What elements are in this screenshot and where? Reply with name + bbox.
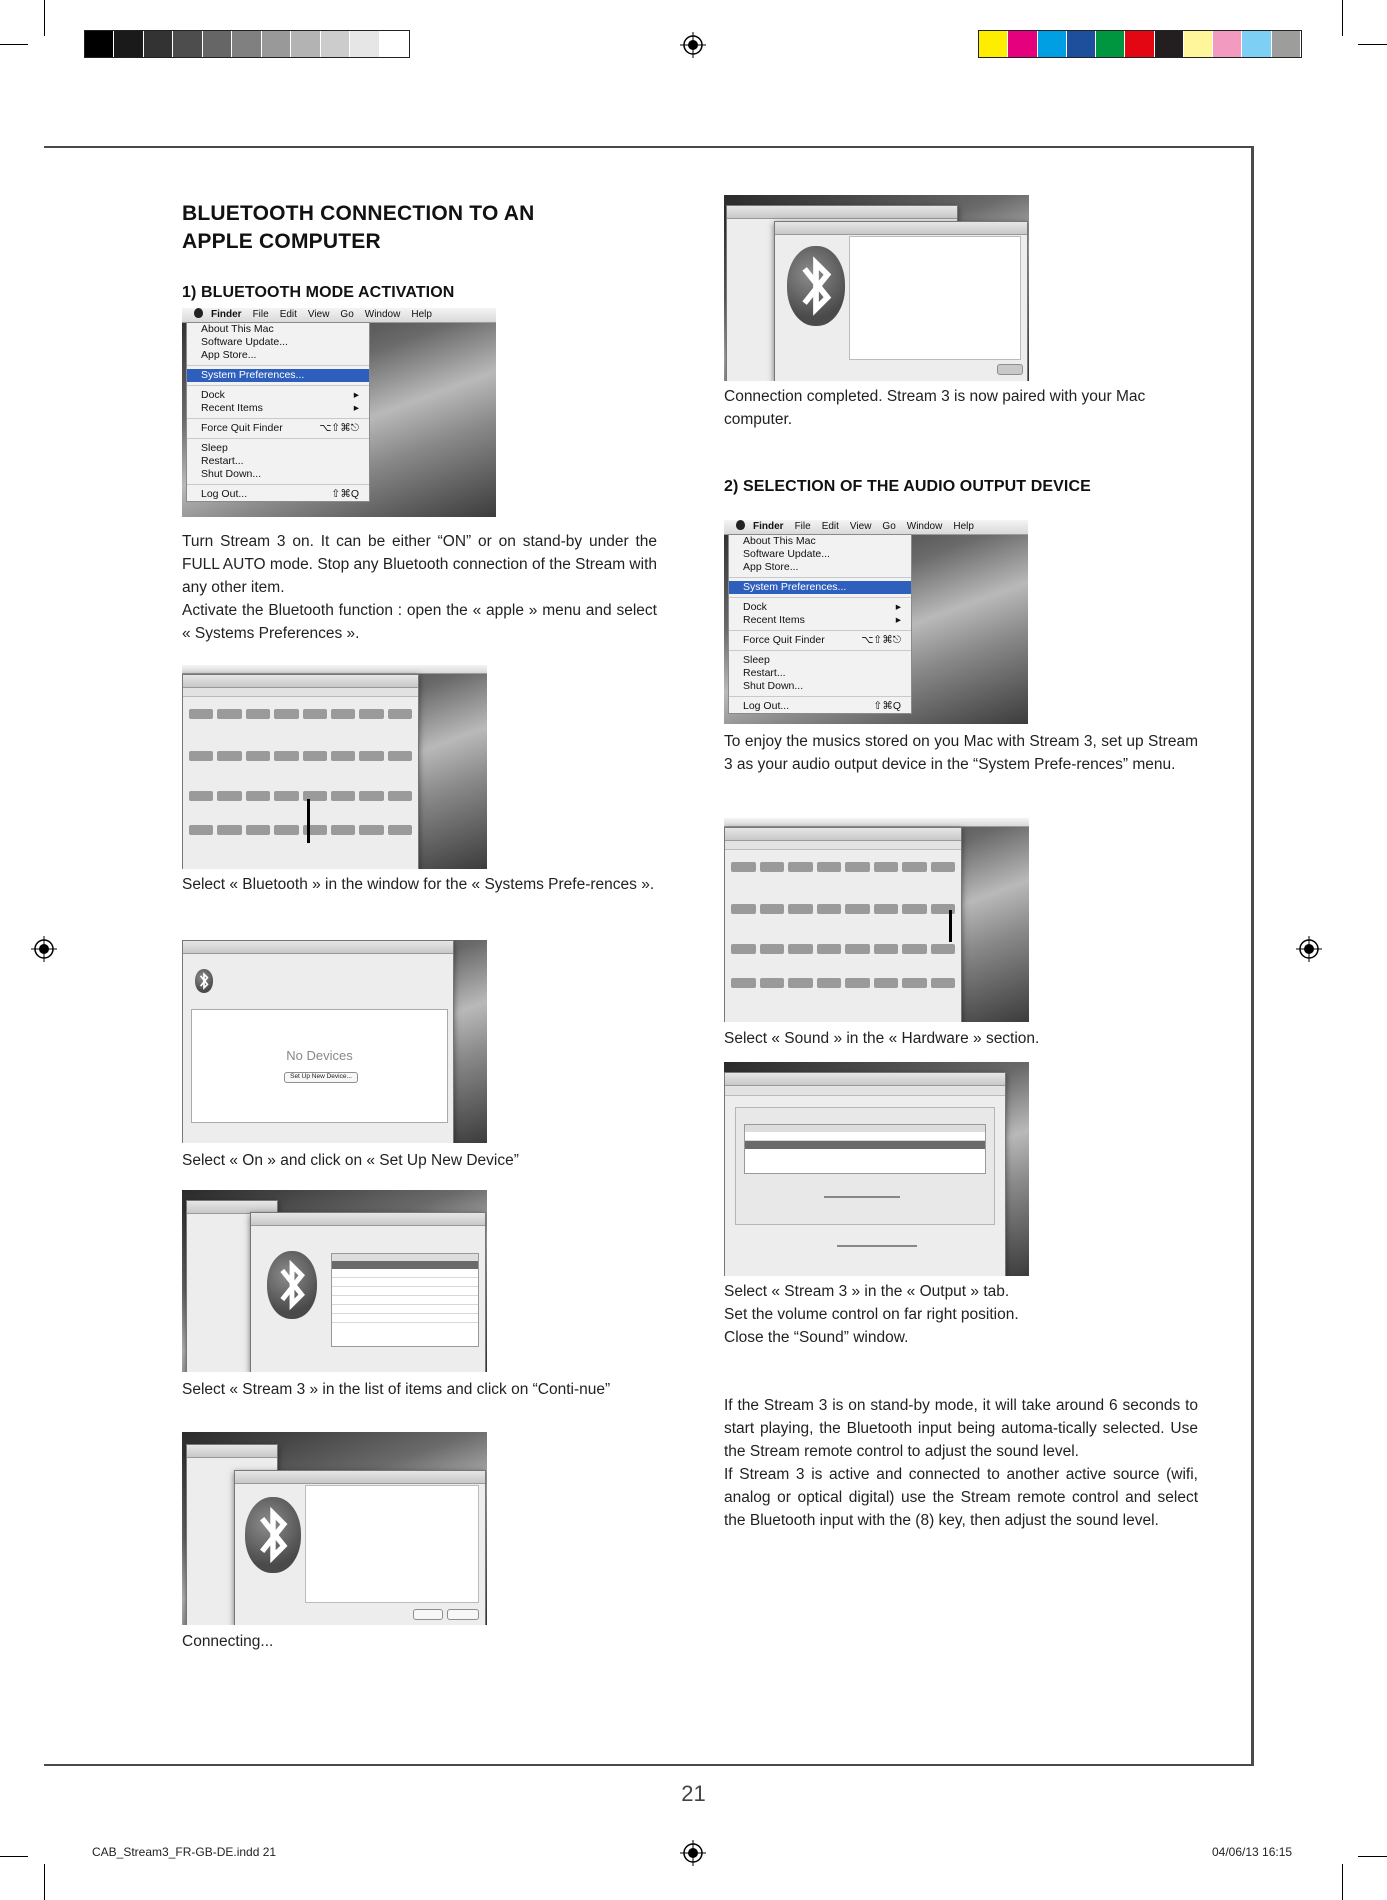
preference-icons-system: [189, 825, 412, 835]
color-swatch: [232, 31, 261, 57]
menubar-item: Window: [364, 309, 401, 320]
color-swatch: [114, 31, 143, 57]
menu-separator: [187, 385, 369, 386]
menu-item-label: Shut Down...: [201, 468, 262, 480]
continue-button[interactable]: [447, 1609, 479, 1620]
menubar-item: Edit: [279, 309, 297, 320]
preference-icons-personal: [189, 709, 412, 719]
menubar-item: Finder: [211, 309, 242, 320]
go-back-button[interactable]: [413, 1609, 443, 1620]
menu-item[interactable]: [187, 488, 369, 501]
menu-item-label: Dock: [743, 601, 767, 613]
left-column: [182, 200, 657, 302]
setup-assistant-window: [250, 1212, 486, 1372]
process-color-bar: [978, 30, 1302, 58]
menu-item-label: App Store...: [201, 349, 257, 361]
mac-menubar: [724, 818, 1029, 827]
devices-list: [191, 1009, 448, 1123]
bluetooth-window: [182, 940, 454, 1143]
menu-item[interactable]: [187, 402, 369, 415]
page-frame-right: [1251, 146, 1254, 1766]
color-swatch: [321, 31, 350, 57]
menu-item[interactable]: [187, 422, 369, 435]
title-line-2: APPLE COMPUTER: [182, 230, 381, 253]
menu-item-label: Log Out...: [201, 488, 248, 500]
menu-item[interactable]: [187, 323, 369, 336]
color-swatch: [1242, 31, 1271, 57]
preference-icons-internet: [189, 791, 412, 801]
menu-item-shortcut: ⌥⇧⌘⎋: [319, 422, 359, 434]
section-heading-audio-output: 2) SELECTION OF THE AUDIO OUTPUT DEVICE: [724, 478, 1091, 495]
menu-item-shortcut: ▸: [353, 402, 359, 414]
menu-item-label: Software Update...: [201, 336, 288, 348]
left-caption-5: [182, 1630, 657, 1653]
menu-item[interactable]: [729, 535, 911, 548]
menu-separator: [187, 418, 369, 419]
instruction-paragraph: Turn Stream 3 on. It can be either “ON” or on stand-by under the FULL AUTO mode. Stop any Bluetooth connection of the Stream with any other item.: [182, 533, 657, 596]
menu-item[interactable]: [187, 349, 369, 362]
menu-item-shortcut: ⇧⌘Q: [331, 488, 359, 500]
color-swatch: [1096, 31, 1125, 57]
color-swatch: [979, 31, 1008, 57]
caption: Select « Bluetooth » in the window for the « Systems Prefe-rences ».: [182, 876, 655, 893]
page-title: [182, 200, 657, 256]
color-swatch: [1038, 31, 1067, 57]
menu-item-shortcut: ⌥⇧⌘⎋: [861, 634, 901, 646]
screenshot-connection-completed: [724, 195, 1029, 381]
color-swatch: [1184, 31, 1213, 57]
menu-item[interactable]: [729, 548, 911, 561]
connecting-panel: [305, 1485, 479, 1603]
menubar-item: Help: [953, 521, 974, 532]
crop-mark: [1358, 1856, 1387, 1857]
caption-line: Close the “Sound” window.: [724, 1329, 909, 1346]
color-swatch: [144, 31, 173, 57]
menubar-item: View: [307, 309, 330, 320]
menu-separator: [729, 577, 911, 578]
color-swatch: [1213, 31, 1242, 57]
crop-mark: [44, 0, 45, 36]
standby-paragraph: If the Stream 3 is on stand-by mode, it will take around 6 seconds to start playing, the Bluetooth input being automa-tically selected. Use the Stream remote control to adjust the sound level.: [724, 1397, 1198, 1460]
device-list: [331, 1253, 479, 1347]
menu-item-label: System Preferences...: [743, 581, 847, 593]
window-titlebar: [183, 941, 453, 954]
menu-separator: [729, 650, 911, 651]
bluetooth-large-icon: [245, 1497, 301, 1573]
color-swatch: [1272, 31, 1301, 57]
system-preferences-window: [724, 827, 962, 1022]
footer-filename: CAB_Stream3_FR-GB-DE.indd 21: [92, 1845, 277, 1859]
color-swatch: [350, 31, 379, 57]
set-up-new-device-button[interactable]: Set Up New Device...: [284, 1072, 358, 1083]
arrow-pointer-sound: [949, 910, 952, 942]
menubar-item: Go: [340, 309, 354, 320]
menu-item[interactable]: [729, 581, 911, 594]
preference-icons-hardware: [189, 751, 412, 761]
balance-slider[interactable]: [824, 1196, 900, 1198]
menu-separator: [729, 630, 911, 631]
setup-assistant-window: [774, 221, 1028, 381]
menu-item-label: Restart...: [201, 455, 244, 467]
color-swatch: [1008, 31, 1037, 57]
crop-mark: [0, 1856, 28, 1857]
menubar-item: View: [849, 521, 872, 532]
bluetooth-icon: [195, 969, 213, 993]
menu-separator: [187, 438, 369, 439]
page-number: 21: [681, 1781, 706, 1806]
right-caption-2: [724, 730, 1198, 776]
caption-line: Select « Stream 3 » in the « Output » tab.: [724, 1283, 1010, 1300]
menu-item[interactable]: [729, 700, 911, 713]
color-swatch: [291, 31, 320, 57]
menu-item-label: Recent Items: [743, 614, 805, 626]
crop-mark: [1342, 0, 1343, 36]
menu-separator: [729, 696, 911, 697]
caption: Connection completed. Stream 3 is now paired with your Mac computer.: [724, 388, 1146, 428]
system-preferences-window: [182, 674, 419, 869]
menu-item-shortcut: ▸: [353, 389, 359, 401]
crop-mark: [0, 44, 28, 45]
color-swatch: [85, 31, 114, 57]
color-swatch: [262, 31, 291, 57]
grayscale-color-bar: [84, 30, 410, 58]
no-devices-label: No Devices: [286, 1048, 353, 1063]
menu-item-label: Log Out...: [743, 700, 790, 712]
menu-item-label: Force Quit Finder: [743, 634, 825, 646]
menu-item[interactable]: [729, 654, 911, 667]
right-caption-1: [724, 385, 1198, 431]
screenshot-system-preferences: [182, 665, 487, 869]
menu-item-label: About This Mac: [201, 323, 274, 335]
menu-item[interactable]: [187, 389, 369, 402]
arrow-pointer-bluetooth: [307, 799, 310, 843]
crop-mark: [1358, 44, 1387, 45]
screenshot-setup-assistant-list: [182, 1190, 487, 1372]
output-tab-panel: [735, 1107, 995, 1225]
menu-item-label: Recent Items: [201, 402, 263, 414]
screenshot-apple-menu-2: [724, 520, 1028, 724]
menu-item-label: System Preferences...: [201, 369, 305, 381]
mac-menubar: [182, 665, 487, 674]
caption: To enjoy the musics stored on you Mac with Stream 3, set up Stream 3 as your audio output device in the “System Prefe-rences” menu.: [724, 733, 1198, 773]
right-caption-4: [724, 1280, 1198, 1349]
setup-assistant-window: [234, 1470, 486, 1625]
title-line-1: BLUETOOTH CONNECTION TO AN: [182, 202, 535, 225]
menu-item-shortcut: ▸: [895, 601, 901, 613]
crop-mark: [44, 1864, 45, 1900]
section-heading-bluetooth-activation: 1) BLUETOOTH MODE ACTIVATION: [182, 284, 455, 301]
output-volume-slider[interactable]: [837, 1245, 917, 1247]
menu-item[interactable]: [187, 369, 369, 382]
menu-item[interactable]: [729, 667, 911, 680]
menu-item[interactable]: [187, 336, 369, 349]
window-titlebar: [183, 675, 418, 688]
registration-mark-icon: [1296, 936, 1322, 962]
color-swatch: [380, 31, 409, 57]
menu-item-label: Force Quit Finder: [201, 422, 283, 434]
page-frame-top: [44, 146, 1254, 148]
menu-item[interactable]: [729, 614, 911, 627]
menu-separator: [187, 484, 369, 485]
mac-menubar: [182, 308, 496, 323]
selected-device-row[interactable]: [745, 1141, 985, 1149]
menu-item[interactable]: [729, 561, 911, 574]
menu-item[interactable]: [187, 455, 369, 468]
menu-item-label: Dock: [201, 389, 225, 401]
left-caption-4: [182, 1378, 657, 1401]
sound-window: [724, 1072, 1006, 1276]
color-swatch: [203, 31, 232, 57]
caption: Select « Sound » in the « Hardware » section.: [724, 1030, 1040, 1047]
screenshot-bluetooth-preferences: [182, 940, 487, 1143]
registration-mark-icon: [680, 1840, 706, 1866]
bluetooth-large-icon: [787, 246, 845, 326]
menu-item-shortcut: ⇧⌘Q: [873, 700, 901, 712]
menu-item-label: About This Mac: [743, 535, 816, 547]
registration-mark-icon: [680, 32, 706, 58]
menubar-item: Finder: [753, 521, 784, 532]
menu-separator: [187, 365, 369, 366]
screenshot-apple-menu: [182, 308, 496, 517]
menu-item[interactable]: [729, 601, 911, 614]
menu-item-label: App Store...: [743, 561, 799, 573]
screenshot-connecting: [182, 1432, 487, 1625]
menubar-item: Window: [906, 521, 943, 532]
page-frame-bottom: [44, 1764, 1254, 1766]
menu-item-label: Sleep: [743, 654, 770, 666]
menubar-item: File: [252, 309, 269, 320]
left-text-block-1: [182, 530, 657, 645]
color-swatch: [173, 31, 202, 57]
color-swatch: [1125, 31, 1154, 57]
menu-item[interactable]: [729, 680, 911, 693]
menubar-item: File: [794, 521, 811, 532]
right-caption-3: [724, 1027, 1198, 1050]
left-caption-2: [182, 873, 657, 896]
menu-item[interactable]: [187, 468, 369, 481]
color-swatch: [1067, 31, 1096, 57]
apple-menu-dropdown: [728, 534, 912, 714]
caption-line: Set the volume control on far right position.: [724, 1306, 1019, 1323]
menubar-item: Edit: [821, 521, 839, 532]
left-caption-3: [182, 1149, 657, 1172]
menu-item-label: Shut Down...: [743, 680, 804, 692]
output-device-list: [744, 1124, 986, 1174]
caption: Select « On » and click on « Set Up New Device”: [182, 1152, 519, 1169]
menubar-item: Help: [411, 309, 432, 320]
caption: Select « Stream 3 » in the list of items and click on “Conti-nue”: [182, 1381, 611, 1398]
active-paragraph: If Stream 3 is active and connected to another active source (wifi, analog or optical digital) use the Stream remote control and select the Bluetooth input with the (8) key, then adjust the sound level.: [724, 1466, 1198, 1529]
menu-item-label: Restart...: [743, 667, 786, 679]
screenshot-sound-output: [724, 1062, 1029, 1276]
footer-date: 04/06/13 16:15: [1212, 1845, 1293, 1859]
menu-item[interactable]: [187, 442, 369, 455]
caption: Connecting...: [182, 1633, 274, 1650]
right-paragraphs: [724, 1394, 1198, 1532]
registration-mark-icon: [31, 936, 57, 962]
window-toolbar: [183, 688, 418, 697]
right-section-2: [724, 478, 1198, 496]
menu-separator: [729, 597, 911, 598]
bluetooth-large-icon: [267, 1251, 317, 1319]
menu-item[interactable]: [729, 634, 911, 647]
menu-item-shortcut: ▸: [895, 614, 901, 626]
menu-item-label: Sleep: [201, 442, 228, 454]
color-swatch: [1155, 31, 1184, 57]
mac-menubar: [724, 520, 1028, 535]
menu-item-label: Software Update...: [743, 548, 830, 560]
apple-icon: [736, 520, 745, 530]
screenshot-system-preferences-sound: [724, 818, 1029, 1022]
apple-menu-dropdown: [186, 322, 370, 502]
menubar-item: Go: [882, 521, 896, 532]
conclusion-panel: [849, 236, 1021, 360]
crop-mark: [1342, 1864, 1343, 1900]
apple-icon: [194, 308, 203, 318]
instruction-paragraph: Activate the Bluetooth function : open the « apple » menu and select « Systems Preferences ».: [182, 602, 657, 642]
quit-button[interactable]: [997, 364, 1023, 375]
